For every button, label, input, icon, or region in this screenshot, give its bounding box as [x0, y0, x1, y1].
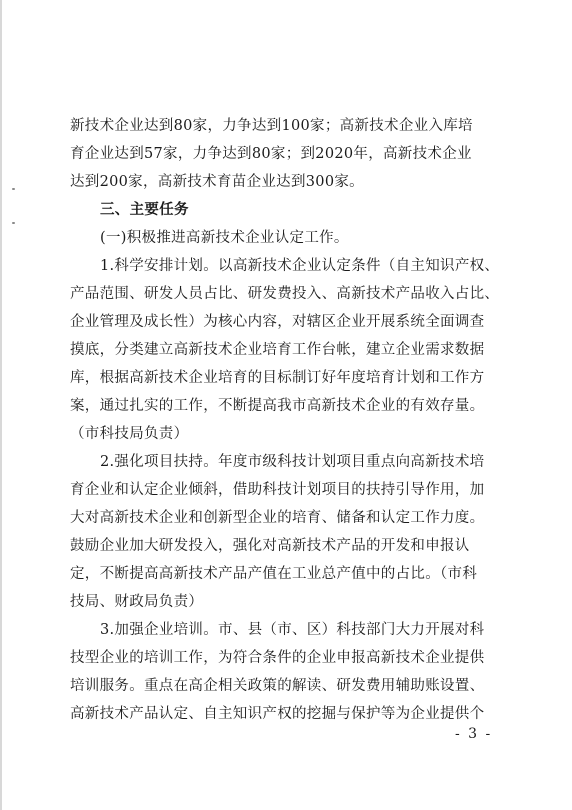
paragraph-line: 技型企业的培训工作，为符合条件的企业申报高新技术企业提供 [70, 650, 485, 666]
scan-speck [12, 188, 15, 190]
page-number: - 3 - [455, 726, 493, 742]
scan-speck [12, 222, 15, 224]
section-heading: 三、主要任务 [100, 202, 189, 218]
paragraph-line: 技局、财政局负责） [70, 594, 204, 610]
paragraph-line: 3.加强企业培训。市、县（市、区）科技部门大力开展对科 [100, 622, 485, 638]
paragraph-line: 案，通过扎实的工作，不断提高我市高新技术企业的有效存量。 [70, 398, 485, 414]
paragraph-line: 企业管理及成长性）为核心内容，对辖区企业开展系统全面调查 [70, 314, 485, 330]
paragraph-line: 育企业和认定企业倾斜，借助科技计划项目的扶持引导作用，加 [70, 482, 485, 498]
paragraph-line: （市科技局负责） [70, 426, 189, 442]
paragraph-line: 大对高新技术企业和创新型企业的培育、储备和认定工作力度。 [70, 510, 485, 526]
subsection-heading: (一)积极推进高新技术企业认定工作。 [100, 230, 349, 246]
paragraph-line: 1.科学安排计划。以高新技术企业认定条件（自主知识产权、 [100, 258, 500, 274]
page-edge [0, 0, 2, 810]
paragraph-line: 培训服务。重点在高企相关政策的解读、研发费用辅助账设置、 [70, 678, 485, 694]
paragraph-line: 摸底，分类建立高新技术企业培育工作台帐，建立企业需求数据 [70, 342, 485, 358]
paragraph-line: 定，不断提高高新技术产品产值在工业总产值中的占比。（市科 [70, 566, 478, 582]
paragraph-line: 高新技术产品认定、自主知识产权的挖掘与保护等为企业提供个 [70, 706, 485, 722]
paragraph-line: 新技术企业达到80家，力争达到100家；高新技术企业入库培 [70, 118, 473, 134]
paragraph-line: 库，根据高新技术企业培育的目标制订好年度培育计划和工作方 [70, 370, 485, 386]
paragraph-line: 达到200家，高新技术育苗企业达到300家。 [70, 174, 364, 190]
paragraph-line: 育企业达到57家，力争达到80家；到2020年，高新技术企业 [70, 146, 472, 162]
paragraph-line: 鼓励企业加大研发投入，强化对高新技术产品的开发和申报认 [70, 538, 470, 554]
paragraph-line: 2.强化项目扶持。年度市级科技计划项目重点向高新技术培 [100, 454, 485, 470]
paragraph-line: 产品范围、研发人员占比、研发费投入、高新技术产品收入占比、 [70, 286, 500, 302]
